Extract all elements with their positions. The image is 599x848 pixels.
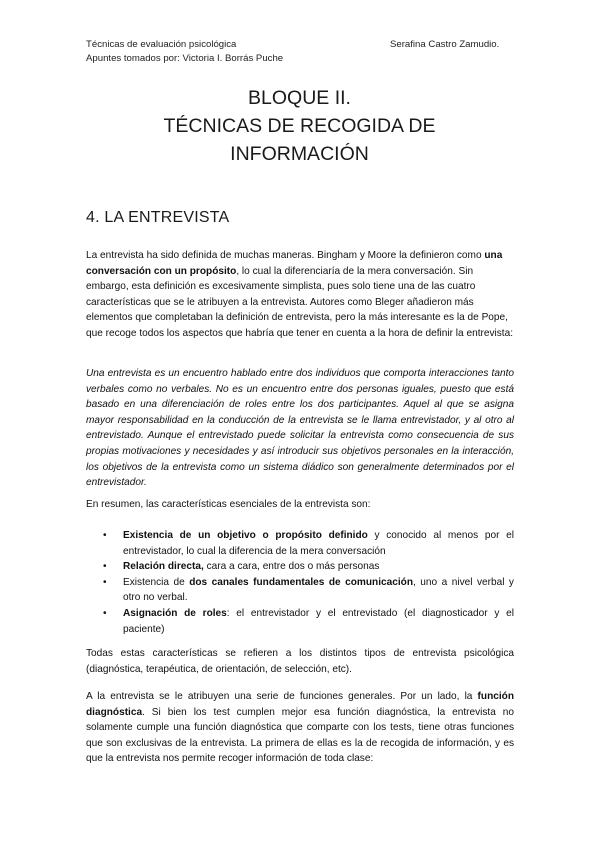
- p1-bold-phrase: una conversación con un propósito: [86, 250, 503, 277]
- p1-text-a: La entrevista ha sido definida de muchas maneras. Bingham y Moore la definieron como: [86, 250, 485, 261]
- title-line-1: BLOQUE II.: [248, 87, 351, 109]
- paragraph-pope-quote: Una entrevista es un encuentro hablado entre dos individuos que comporta interacciones tanto verbales como no verbales. No es un encuentro entre dos personas iguales, puesto que está basado en una diferenciación de roles entre los dos participantes. Aquel al que se asigna mayor responsabilidad en la conducción de la entrevista se le llama entrevistador, y al otro al entrevistado. Aunque el entrevistado puede solicitar la entrevista como consecuencia de sus propias motivaciones y necesidades y así introducir sus objetivos personales en la interacción, los objetivos de la entrevista como un sistema diádico son generalmente determinados por el entrevistador.: [86, 368, 514, 489]
- list-item-bold: dos canales fundamentales de comunicación: [189, 576, 413, 588]
- list-item-text: : el entrevistador y el entrevistado (el diagnosticador y el paciente): [123, 607, 514, 635]
- p5-text-a: A la entrevista se le atribuyen una serie de funciones generales. Por un lado, la: [86, 691, 478, 702]
- running-header-left: [86, 38, 283, 66]
- course-name: Técnicas de evaluación psicológica: [86, 39, 237, 50]
- list-item-bold: Relación directa,: [123, 561, 204, 573]
- title-line-2: TÉCNICAS DE RECOGIDA DE: [163, 115, 436, 137]
- list-item: [103, 575, 514, 606]
- p5-bold-phrase: función diagnóstica: [86, 691, 514, 718]
- bullet: •: [103, 576, 107, 588]
- title-line-3: INFORMACIÓN: [230, 143, 369, 165]
- p5-text-c: . Si bien los test cumplen mejor esa función diagnóstica, la entrevista no solamente cumple una función diagnóstica que comparte con los tests, tiene otras funciones que son exclusivas de la entrevista. La primera de ellas es la de recogida de información, y es que la entrevista nos permite recoger información de toda clase:: [86, 706, 514, 765]
- p1-text-c: , lo cual la diferenciaría de la mera conversación. Sin embargo, esta definición es excesivamente simplista, pues solo tiene una de las cuatro características que se le atribuyen a la entrevista. Autores como Bleger añadieron más elementos que completaban la definición de entrevista, pero la más interesante es la de Pope, que recoge todos los aspectos que habría que tener en cuenta a la hora de definir la entrevista:: [86, 265, 514, 339]
- paragraph-functions: [86, 689, 514, 767]
- paragraph-summary-intro: En resumen, las características esenciales de la entrevista son:: [86, 499, 371, 510]
- list-item-text: y conocido al menos por el entrevistador, lo cual la diferencia de la mera conversación: [123, 530, 515, 557]
- author-name: Serafina Castro Zamudio.: [390, 39, 500, 50]
- block-title: [0, 84, 599, 168]
- list-item-text: cara a cara, entre dos o más personas: [203, 561, 380, 573]
- notes-credit: Apuntes tomados por: Victoria I. Borrás Puche: [86, 53, 284, 64]
- list-item: [103, 559, 514, 575]
- section-heading: 4. LA ENTREVISTA: [86, 209, 230, 226]
- characteristics-list: [103, 528, 514, 637]
- paragraph-definition: [86, 248, 514, 342]
- bullet: •: [103, 561, 107, 573]
- bullet: •: [103, 607, 107, 619]
- list-item-bold: Asignación de roles: [123, 607, 227, 619]
- list-item-bold: Existencia de un objetivo o propósito definido: [123, 530, 368, 541]
- list-item: [103, 528, 514, 559]
- list-item-text: Existencia de: [123, 576, 190, 588]
- list-item: [103, 606, 514, 637]
- bullet: •: [103, 530, 107, 541]
- paragraph-types: Todas estas características se refieren a los distintos tipos de entrevista psicológica (diagnóstica, terapéutica, de orientación, de selección, etc).: [86, 648, 514, 675]
- list-item-text: , uno a nivel verbal y otro no verbal.: [123, 576, 514, 604]
